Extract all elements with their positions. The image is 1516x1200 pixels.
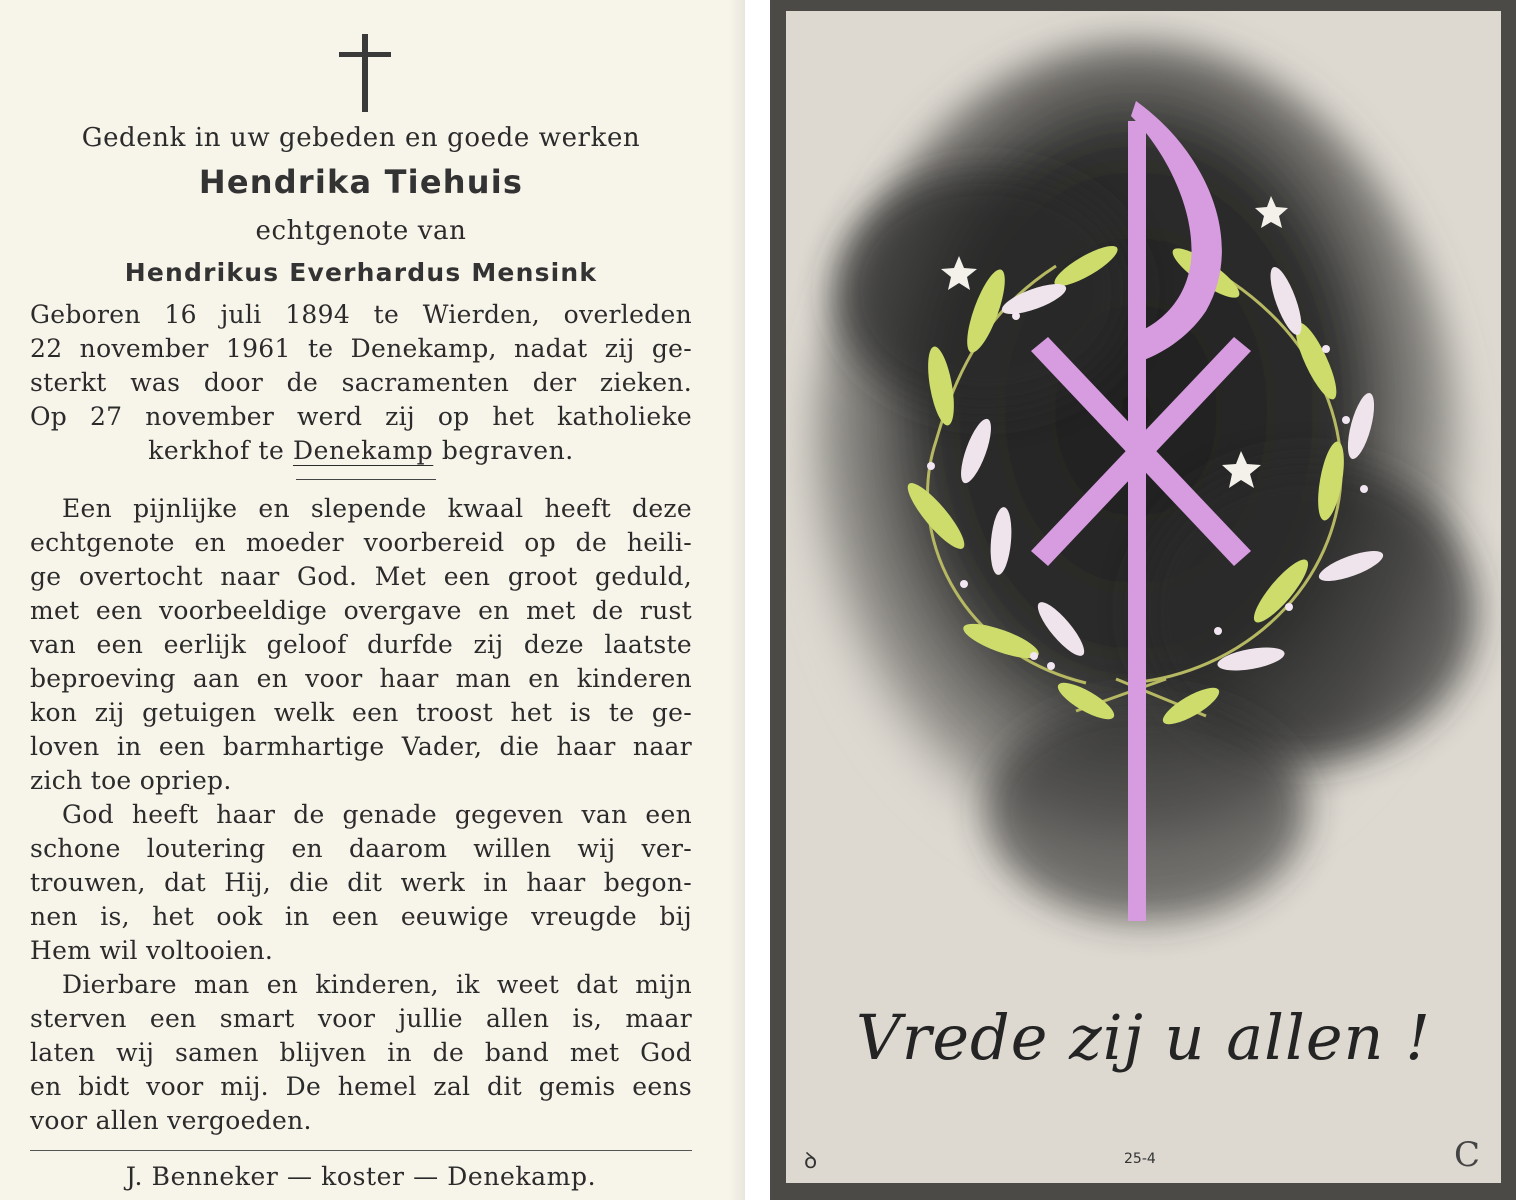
motto-text: Vrede zij u allen ! [855,1001,1432,1074]
intro-line: Gedenk in uw gebeden en goede werken [81,123,641,153]
cross-icon [337,30,393,114]
bio-last-pre: kerkhof te [148,436,285,465]
paragraph-line: schone loutering en daarom willen wij ver- [30,834,692,863]
relation-line: echtgenote van [255,216,467,246]
paragraph-line: God heeft haar de genade gegeven van een [62,800,692,829]
paragraph-line: voor allen vergoeden. [30,1106,312,1135]
divider [296,479,436,480]
footer-divider [30,1150,692,1151]
paragraph-line: Dierbare man en kinderen, ik weet dat mijn [62,970,692,999]
paragraph-line: nen is, het ook in een eeuwige vreugde bij [30,902,692,931]
paragraph-line: Een pijnlijke en slepende kwaal heeft deze [62,494,692,523]
paragraph-line: met een voorbeeldige overgave en met de rust [30,596,692,625]
paragraph-line: van een eerlijk geloof durfde zij deze laatste [30,630,692,659]
bio-last-line [30,434,692,468]
deceased-name: Hendrika Tiehuis [198,163,524,201]
paragraph-line: laten wij samen blijven in de band met God [30,1038,692,1067]
bio-line: 22 november 1961 te Denekamp, nadat zij ge- [30,334,692,363]
picture-panel [786,11,1501,1183]
footer-line: J. Benneker — koster — Denekamp. [125,1162,597,1191]
paragraph-line: loven in een barmhartige Vader, die haar naar [30,732,692,761]
bio-line: Op 27 november werd zij op het katholieke [30,402,692,431]
paragraph-line: beproeving aan en voor haar man en kinderen [30,664,692,693]
artist-mark-left: ꝺ [804,1149,818,1174]
bio-line: sterkt was door de sacramenten der zieken. [30,368,692,397]
memorial-picture-card [770,0,1516,1200]
paragraph-line: en bidt voor mij. De hemel zal dit gemis eens [30,1072,692,1101]
card-number: 25-4 [1124,1151,1156,1167]
paragraph-line: sterven een smart voor jullie allen is, maar [30,1004,692,1033]
paragraph-line: echtgenote en moeder voorbereid op de heili- [30,528,692,557]
bio-last-post: begraven. [441,436,574,465]
memorial-text-card [0,0,745,1200]
paragraph-line: kon zij getuigen welk een troost het is te ge- [30,698,692,727]
paragraph-line: zich toe opriep. [30,766,232,795]
spouse-name: Hendrikus Everhardus Mensink [124,258,598,287]
paragraph-line: ge overtocht naar God. Met een groot geduld, [30,562,692,591]
bio-last-place: Denekamp [292,436,434,465]
paragraph-line: Hem wil voltooien. [30,936,274,965]
publisher-mark-right: C [1454,1135,1481,1175]
paragraph-line: trouwen, dat Hij, die dit werk in haar begon- [30,868,692,897]
bio-line: Geboren 16 juli 1894 te Wierden, overleden [30,300,692,329]
